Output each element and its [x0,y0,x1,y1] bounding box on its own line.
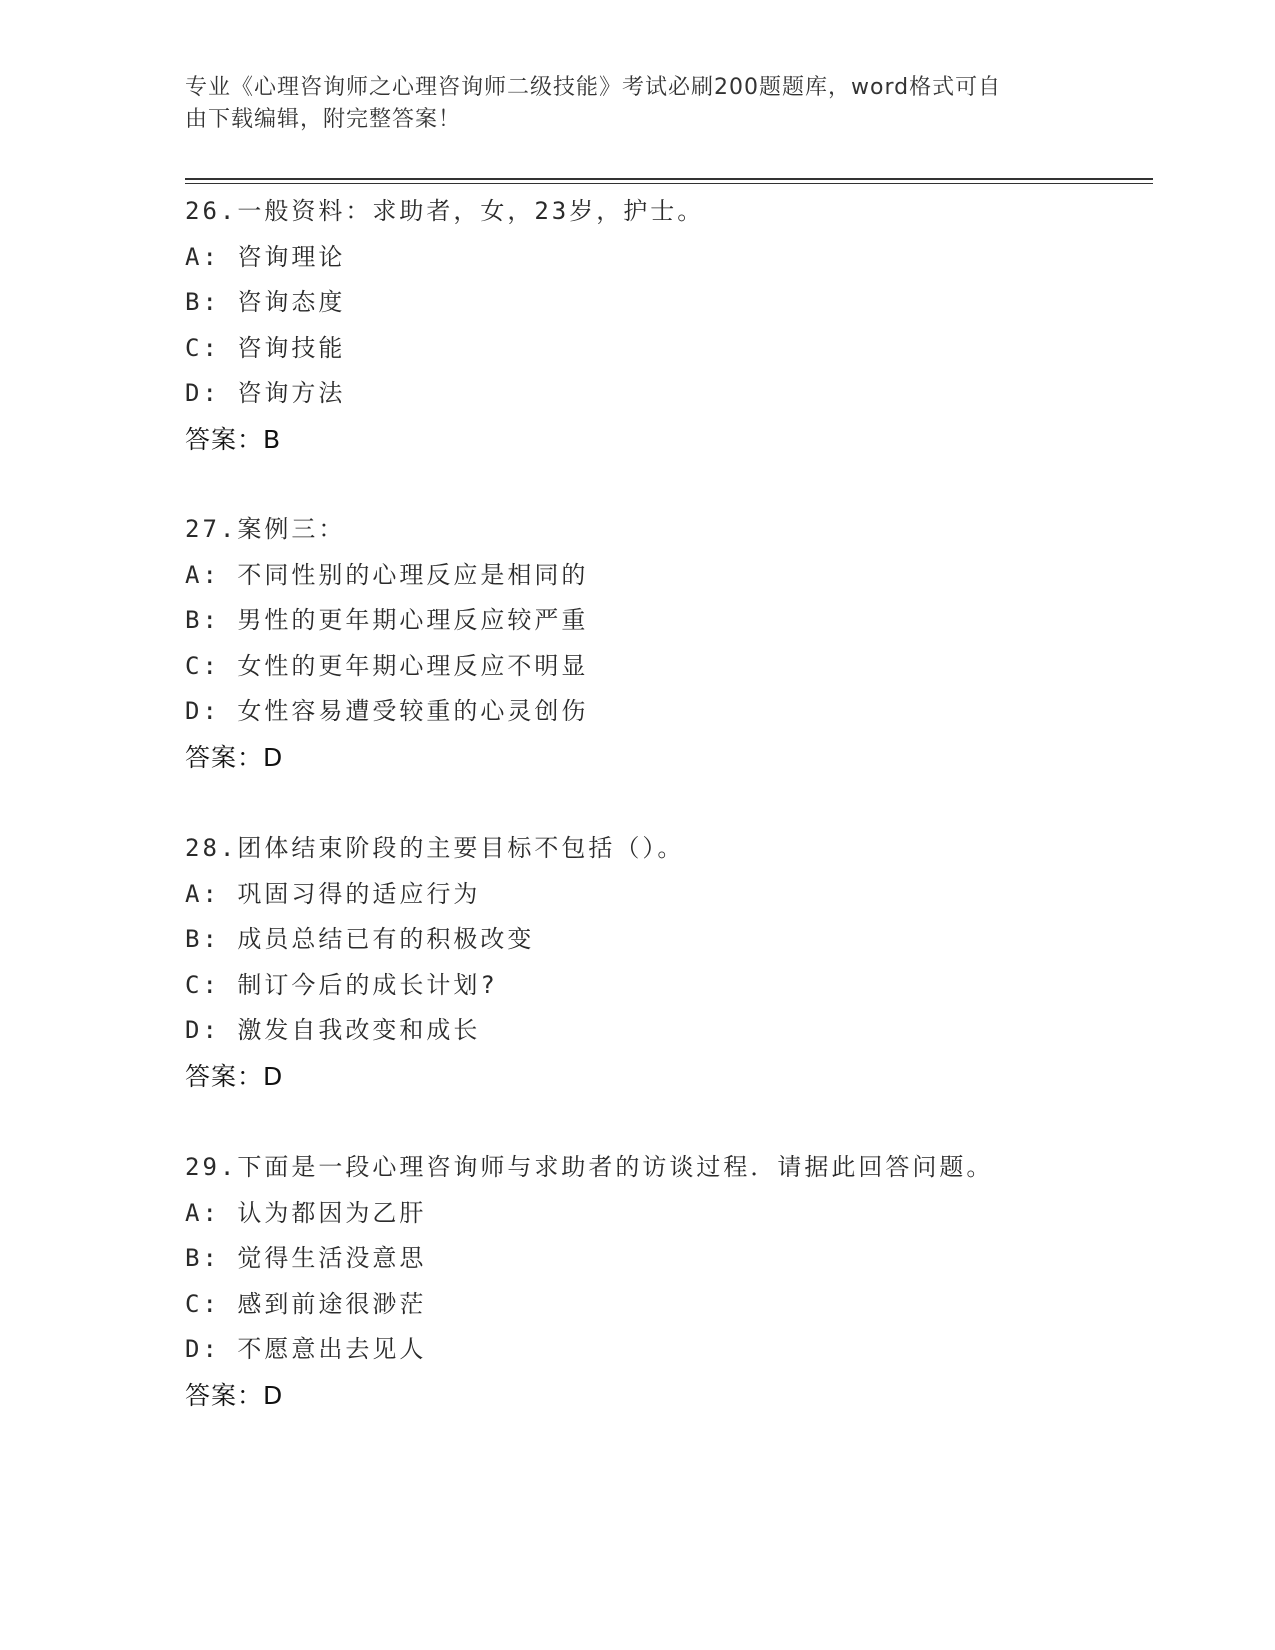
question-stem: 27.案例三： [185,515,346,543]
question-stem: 28.团体结束阶段的主要目标不包括（）。 [185,834,685,862]
answer-line: 答案：D [185,1380,284,1410]
option-b: B: 觉得生活没意思 [185,1244,427,1273]
option-a: A: 认为都因为乙肝 [185,1198,427,1227]
option-c: C: 女性的更年期心理反应不明显 [185,651,589,680]
header-line-2: 由下载编辑，附完整答案！ [185,107,462,132]
option-a: A: 咨询理论 [185,242,346,271]
option-d: D: 咨询方法 [185,379,346,408]
question-block [185,1145,1085,1419]
option-d: D: 女性容易遭受较重的心灵创伤 [185,697,589,726]
option-c: C: 感到前途很渺茫 [185,1289,427,1318]
option-b: B: 男性的更年期心理反应较严重 [185,606,589,635]
question-stem: 26.一般资料：求助者，女，23岁，护士。 [185,197,705,225]
answer-line: 答案：B [185,424,282,454]
option-b: B: 咨询态度 [185,288,346,317]
option-c: C: 制订今后的成长计划? [185,970,498,999]
question-stem: 29.下面是一段心理咨询师与求助者的访谈过程．请据此回答问题。 [185,1153,994,1181]
option-a: A: 不同性别的心理反应是相同的 [185,560,589,589]
option-b: B: 成员总结已有的积极改变 [185,925,535,954]
answer-line: 答案：D [185,1061,284,1091]
header-divider [185,178,1153,184]
question-block [185,507,1085,781]
option-d: D: 激发自我改变和成长 [185,1016,481,1045]
question-block [185,826,1085,1100]
option-c: C: 咨询技能 [185,333,346,362]
header-line-1: 专业《心理咨询师之心理咨询师二级技能》考试必刷200题题库，word格式可自 [185,75,1002,100]
question-block [185,189,1085,463]
option-a: A: 巩固习得的适应行为 [185,879,481,908]
option-d: D: 不愿意出去见人 [185,1335,427,1364]
document-header [185,72,1065,136]
answer-line: 答案：D [185,742,284,772]
